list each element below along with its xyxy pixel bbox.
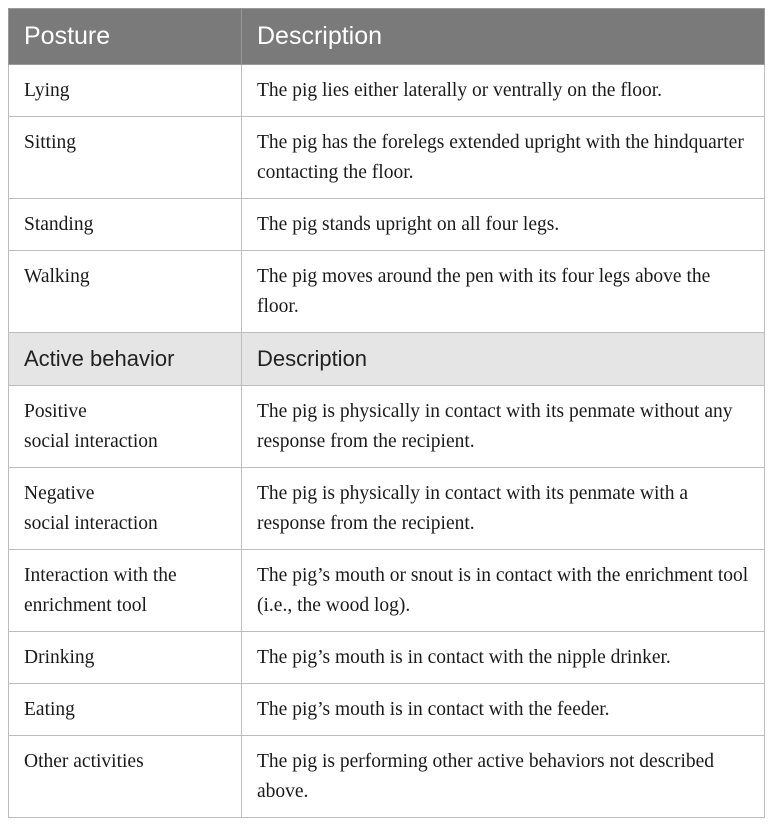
behavior-name: Eating: [9, 684, 242, 736]
posture-name: Lying: [9, 65, 242, 117]
description-column-header: Description: [242, 333, 765, 386]
table-row: [9, 199, 765, 251]
behavior-description: The pig’s mouth is in contact with the nipple drinker.: [242, 632, 765, 684]
posture-name: Standing: [9, 199, 242, 251]
behavior-name: Other activities: [9, 736, 242, 818]
table-row: [9, 736, 765, 818]
posture-header-row: [9, 9, 765, 65]
table-row: [9, 386, 765, 468]
behavior-name: Positive social interaction: [9, 386, 242, 468]
posture-description: The pig has the forelegs extended upright with the hindquarter contacting the floor.: [242, 117, 765, 199]
posture-column-header: Posture: [9, 9, 242, 65]
behavior-description: The pig is physically in contact with its penmate without any response from the recipient.: [242, 386, 765, 468]
behavior-description: The pig’s mouth is in contact with the feeder.: [242, 684, 765, 736]
posture-description: The pig lies either laterally or ventrally on the floor.: [242, 65, 765, 117]
active-behavior-column-header: Active behavior: [9, 333, 242, 386]
behavior-description: The pig’s mouth or snout is in contact with the enrichment tool (i.e., the wood log).: [242, 550, 765, 632]
behavior-name: Drinking: [9, 632, 242, 684]
table-row: [9, 632, 765, 684]
posture-description: The pig stands upright on all four legs.: [242, 199, 765, 251]
table-row: [9, 251, 765, 333]
behavior-ethogram-table: [8, 8, 765, 818]
table-row: [9, 468, 765, 550]
posture-name: Walking: [9, 251, 242, 333]
posture-name: Sitting: [9, 117, 242, 199]
active-behavior-header-row: [9, 333, 765, 386]
behavior-description: The pig is physically in contact with its penmate with a response from the recipient.: [242, 468, 765, 550]
behavior-description: The pig is performing other active behaviors not described above.: [242, 736, 765, 818]
behavior-name: Interaction with the enrichment tool: [9, 550, 242, 632]
table-row: [9, 65, 765, 117]
table-row: [9, 117, 765, 199]
table-row: [9, 684, 765, 736]
posture-description: The pig moves around the pen with its four legs above the floor.: [242, 251, 765, 333]
table-row: [9, 550, 765, 632]
description-column-header: Description: [242, 9, 765, 65]
behavior-name: Negative social interaction: [9, 468, 242, 550]
